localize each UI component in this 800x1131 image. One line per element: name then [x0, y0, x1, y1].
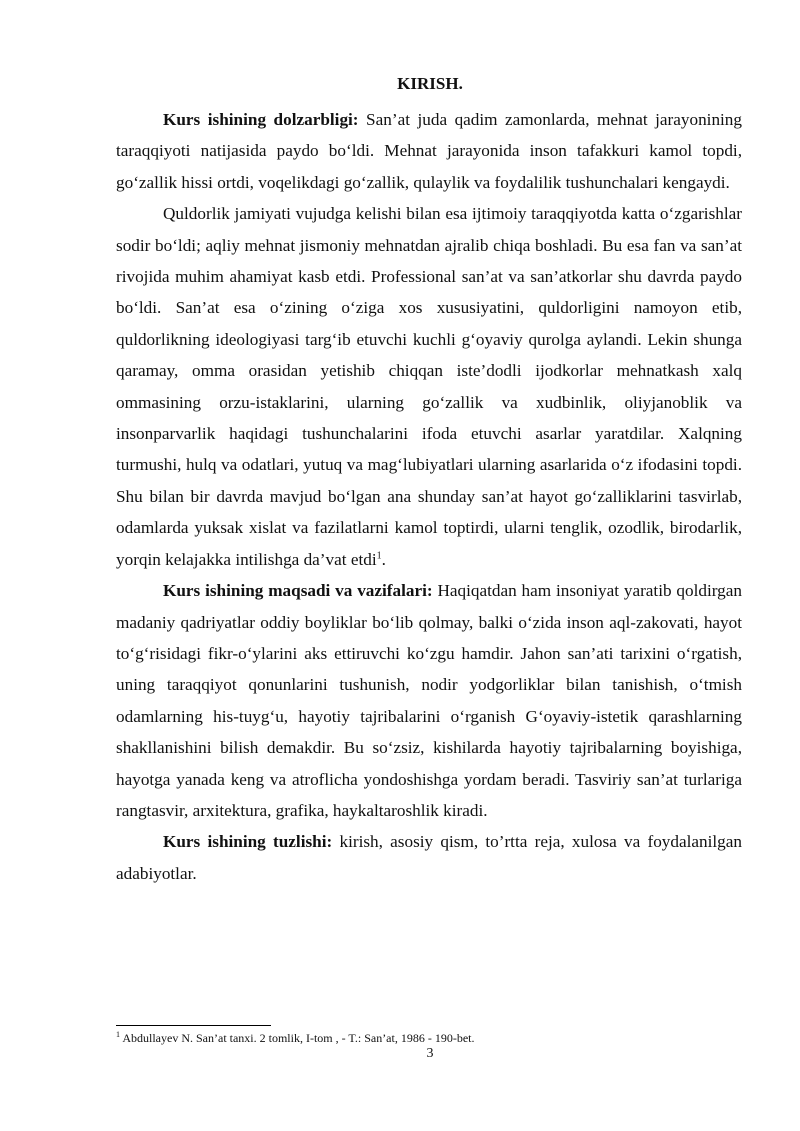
paragraph-text: Quldorlik jamiyati vujudga kelishi bilan esa ijtimoiy taraqqiyotda katta o‘zgarishlar sodir bo‘ldi; aqliy mehnat jismoniy mehnatdan ajralib chiqa boshladi. Bu esa fan va san’at rivojida muhim ahamiyat kasb etdi. Professional san’at va san’atkorlar shu davrda paydo bo‘ldi. San’at esa o‘zining o‘ziga xos xususiyatini, quldorligini namoyon etib, quldorlikning ideologiyasi targ‘ib etuvchi kuchli g‘oyaviy qurolga aylandi. Lekin shunga qaramay, omma orasidan yetishib chiqqan iste’dodli ijodkorlar mehnatkash xalq ommasining orzu-istaklarini, ularning go‘zallik va xudbinlik, oliyjanoblik va insonparvarlik haqidagi tushunchalarini ifoda etuvchi asarlar yaratdilar. Xalqning turmushi, hulq va odatlari, yutuq va mag‘lubiyatlari ularning asarlarida o‘z ifodasini topdi. Shu bilan bir davrda mavjud bo‘lgan ana shunday san’at hayot go‘zalliklarini tasvirlab, odamlarda yuksak xislat va fazilatlarni kamol toptirdi, ularni tenglik, ozodlik, birodarlik, yorqin kelajakka intilishga da’vat etdi	[116, 204, 742, 569]
paragraph-history: Quldorlik jamiyati vujudga kelishi bilan esa ijtimoiy taraqqiyotda katta o‘zgarishlar sodir bo‘ldi; aqliy mehnat jismoniy mehnatdan ajralib chiqa boshladi. Bu esa fan va san’at rivojida muhim ahamiyat kasb etdi. Professional san’at va san’atkorlar shu davrda paydo bo‘ldi. San’at esa o‘zining o‘ziga xos xususiyatini, quldorligini namoyon etib, quldorlikning ideologiyasi targ‘ib etuvchi kuchli g‘oyaviy qurolga aylandi. Lekin shunga qaramay, omma orasidan yetishib chiqqan iste’dodli ijodkorlar mehnatkash xalq ommasining orzu-istaklarini, ularning go‘zallik va xudbinlik, oliyjanoblik va insonparvarlik haqidagi tushunchalarini ifoda etuvchi asarlar yaratdilar. Xalqning turmushi, hulq va odatlari, yutuq va mag‘lubiyatlari ularning asarlarida o‘z ifodasini topdi. Shu bilan bir davrda mavjud bo‘lgan ana shunday san’at hayot go‘zalliklarini tasvirlab, odamlarda yuksak xislat va fazilatlarni kamol toptirdi, ularni tenglik, ozodlik, birodarlik, yorqin kelajakka intilishga da’vat etdi$^1$.	[116, 204, 742, 569]
body-text	[116, 104, 742, 889]
paragraph-text: kirish, asosiy qism, to’rtta reja, xulosa va foydalanilgan adabiyotlar.	[116, 832, 742, 883]
paragraph-text: San’at juda qadim zamonlarda, mehnat jarayonining taraqqiyoti natijasida paydo bo‘ldi. Mehnat jarayonida inson tafakkuri kamol topdi, go‘zallik hissi ortdi, voqelikdagi go‘zallik, qulaylik va foydalilik tushunchalari kengaydi.	[116, 110, 742, 192]
footnote	[116, 1031, 742, 1046]
paragraph-structure	[116, 826, 742, 889]
section-heading: KIRISH.	[397, 74, 463, 93]
paragraph-lead: Kurs ishining tuzlishi:	[163, 832, 333, 852]
paragraph-goals	[116, 575, 742, 826]
paragraph-lead: Kurs ishining dolzarbligi:	[163, 110, 359, 129]
footnote-reference[interactable]: 1	[376, 549, 382, 561]
footnote-text: Abdullayev N. San’at tanxi. 2 tomlik, I-tom , - T.: San’at, 1986 - 190-bet.	[120, 1031, 475, 1045]
page-number: 3	[426, 1046, 434, 1061]
paragraph-relevance	[116, 104, 742, 198]
footnote-divider	[116, 1025, 271, 1026]
footnote-marker: 1	[116, 1030, 120, 1039]
paragraph-lead: Kurs ishining maqsadi va vazifalari:	[163, 581, 433, 601]
paragraph-text: Haqiqatdan ham insoniyat yaratib qoldirgan madaniy qadriyatlar oddiy boyliklar bo‘lib qolmay, balki o‘zida inson aql-zakovati, hayot to‘g‘risidagi fikr-o‘ylarini aks ettiruvchi ko‘zgu hamdir. Jahon san’ati tarixini o‘rgatish, uning taraqqiyot qonunlarini tushunish, nodir yodgorliklar bilan tanishish, o‘tmish odamlarning his-tuyg‘u, hayotiy tajribalarini o‘rganish G‘oyaviy-istetik qarashlarning shakllanishini bilish demakdir. Bu so‘zsiz, kishilarda hayotiy tajribalarning boyishiga, hayotga yanada keng va atroflicha yondoshishga yordam beradi. Tasviriy san’at turlariga rangtasvir, arxitektura, grafika, haykaltaroshlik kiradi.	[116, 581, 742, 820]
